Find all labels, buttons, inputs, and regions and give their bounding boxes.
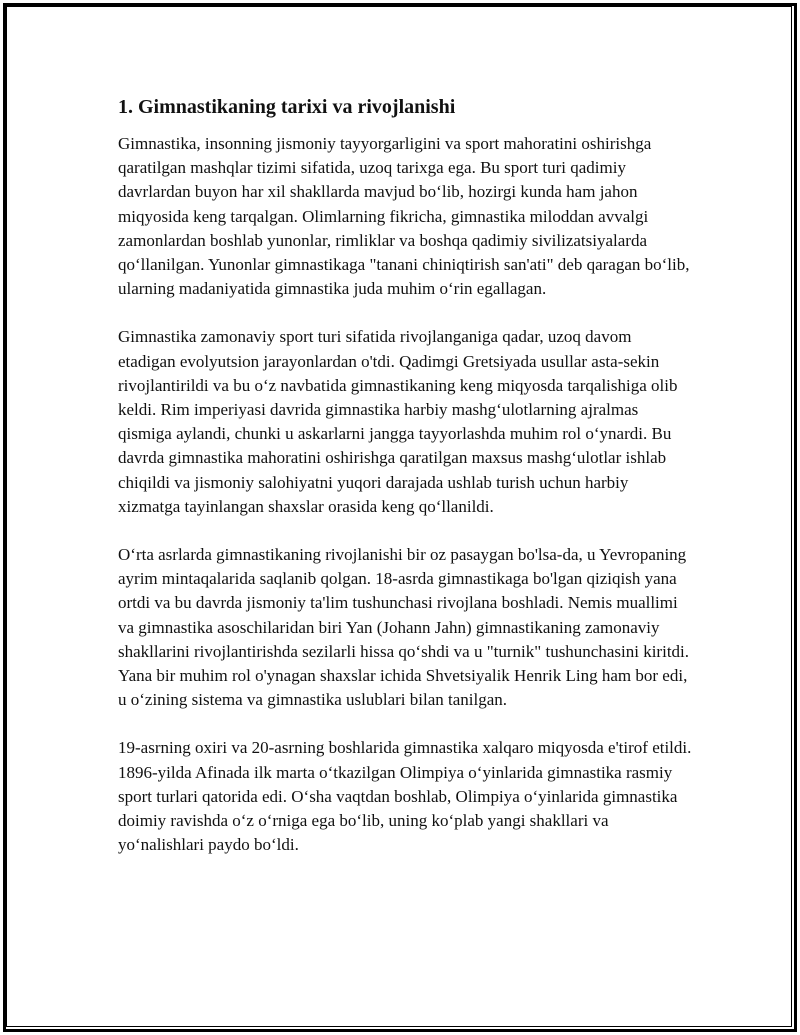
paragraph-4: 19-asrning oxiri va 20-asrning boshlarida gimnastika xalqaro miqyosda e'tirof etildi. 1896-yilda Afinada ilk marta o‘tkazilgan Olimpiya o‘yinlarida gimnastika rasmiy sport turlari qatorida edi. O‘sha vaqtdan boshlab, Olimpiya o‘yinlarida gimnastika doimiy ravishda o‘z o‘rniga ega bo‘lib, uning ko‘plab yangi shakllari va yo‘nalishlari paydo bo‘ldi.	[118, 738, 692, 855]
section-heading: 1. Gimnastikaning tarixi va rivojlanishi	[118, 96, 456, 118]
document-body	[118, 94, 692, 881]
paragraph-1: Gimnastika, insonning jismoniy tayyorgarligini va sport mahoratini oshirishga qaratilgan mashqlar tizimi sifatida, uzoq tarixga ega. Bu sport turi qadimiy davrlardan buyon har xil shakllarda mavjud bo‘lib, hozirgi kunda ham jahon miqyosida keng tarqalgan. Olimlarning fikricha, gimnastika miloddan avvalgi zamonlardan boshlab yunonlar, rimliklar va boshqa qadimiy sivilizatsiyalarda qo‘llanilgan. Yunonlar gimnastikaga "tanani chiniqtirish san'ati" deb qaragan bo‘lib, ularning madaniyatida gimnastika juda muhim o‘rin egallagan.	[118, 134, 690, 299]
paragraph-2: Gimnastika zamonaviy sport turi sifatida rivojlanganiga qadar, uzoq davom etadigan evolyutsion jarayonlardan o'tdi. Qadimgi Gretsiyada usullar asta-sekin rivojlantirildi va bu o‘z navbatida gimnastikaning keng miqyosda tarqalishiga olib keldi. Rim imperiyasi davrida gimnastika harbiy mashg‘ulotlarning ajralmas qismiga aylandi, chunki u askarlarni jangga tayyorlashda muhim rol o‘ynardi. Bu davrda gimnastika mahoratini oshirishga qaratilgan maxsus mashg‘ulotlar ishlab chiqildi va jismoniy salohiyatni yuqori darajada ushlab turish uchun harbiy xizmatga tayinlangan shaxslar orasida keng qo‘llanildi.	[118, 327, 678, 516]
paragraph-3: O‘rta asrlarda gimnastikaning rivojlanishi bir oz pasaygan bo'lsa-da, u Yevropaning ayrim mintaqalarida saqlanib qolgan. 18-asrda gimnastikaga bo'lgan qiziqish yana ortdi va bu davrda jismoniy ta'lim tushunchasi rivojlana boshladi. Nemis muallimi va gimnastika asoschilaridan biri Yan (Johann Jahn) gimnastikaning zamonaviy shakllarini rivojlantirishda sezilarli hissa qo‘shdi va u "turnik" tushunchasini kiritdi. Yana bir muhim rol o'ynagan shaxslar ichida Shvetsiyalik Henrik Ling ham bor edi, u o‘zining sistema va gimnastika uslublari bilan tanilgan.	[118, 545, 690, 710]
